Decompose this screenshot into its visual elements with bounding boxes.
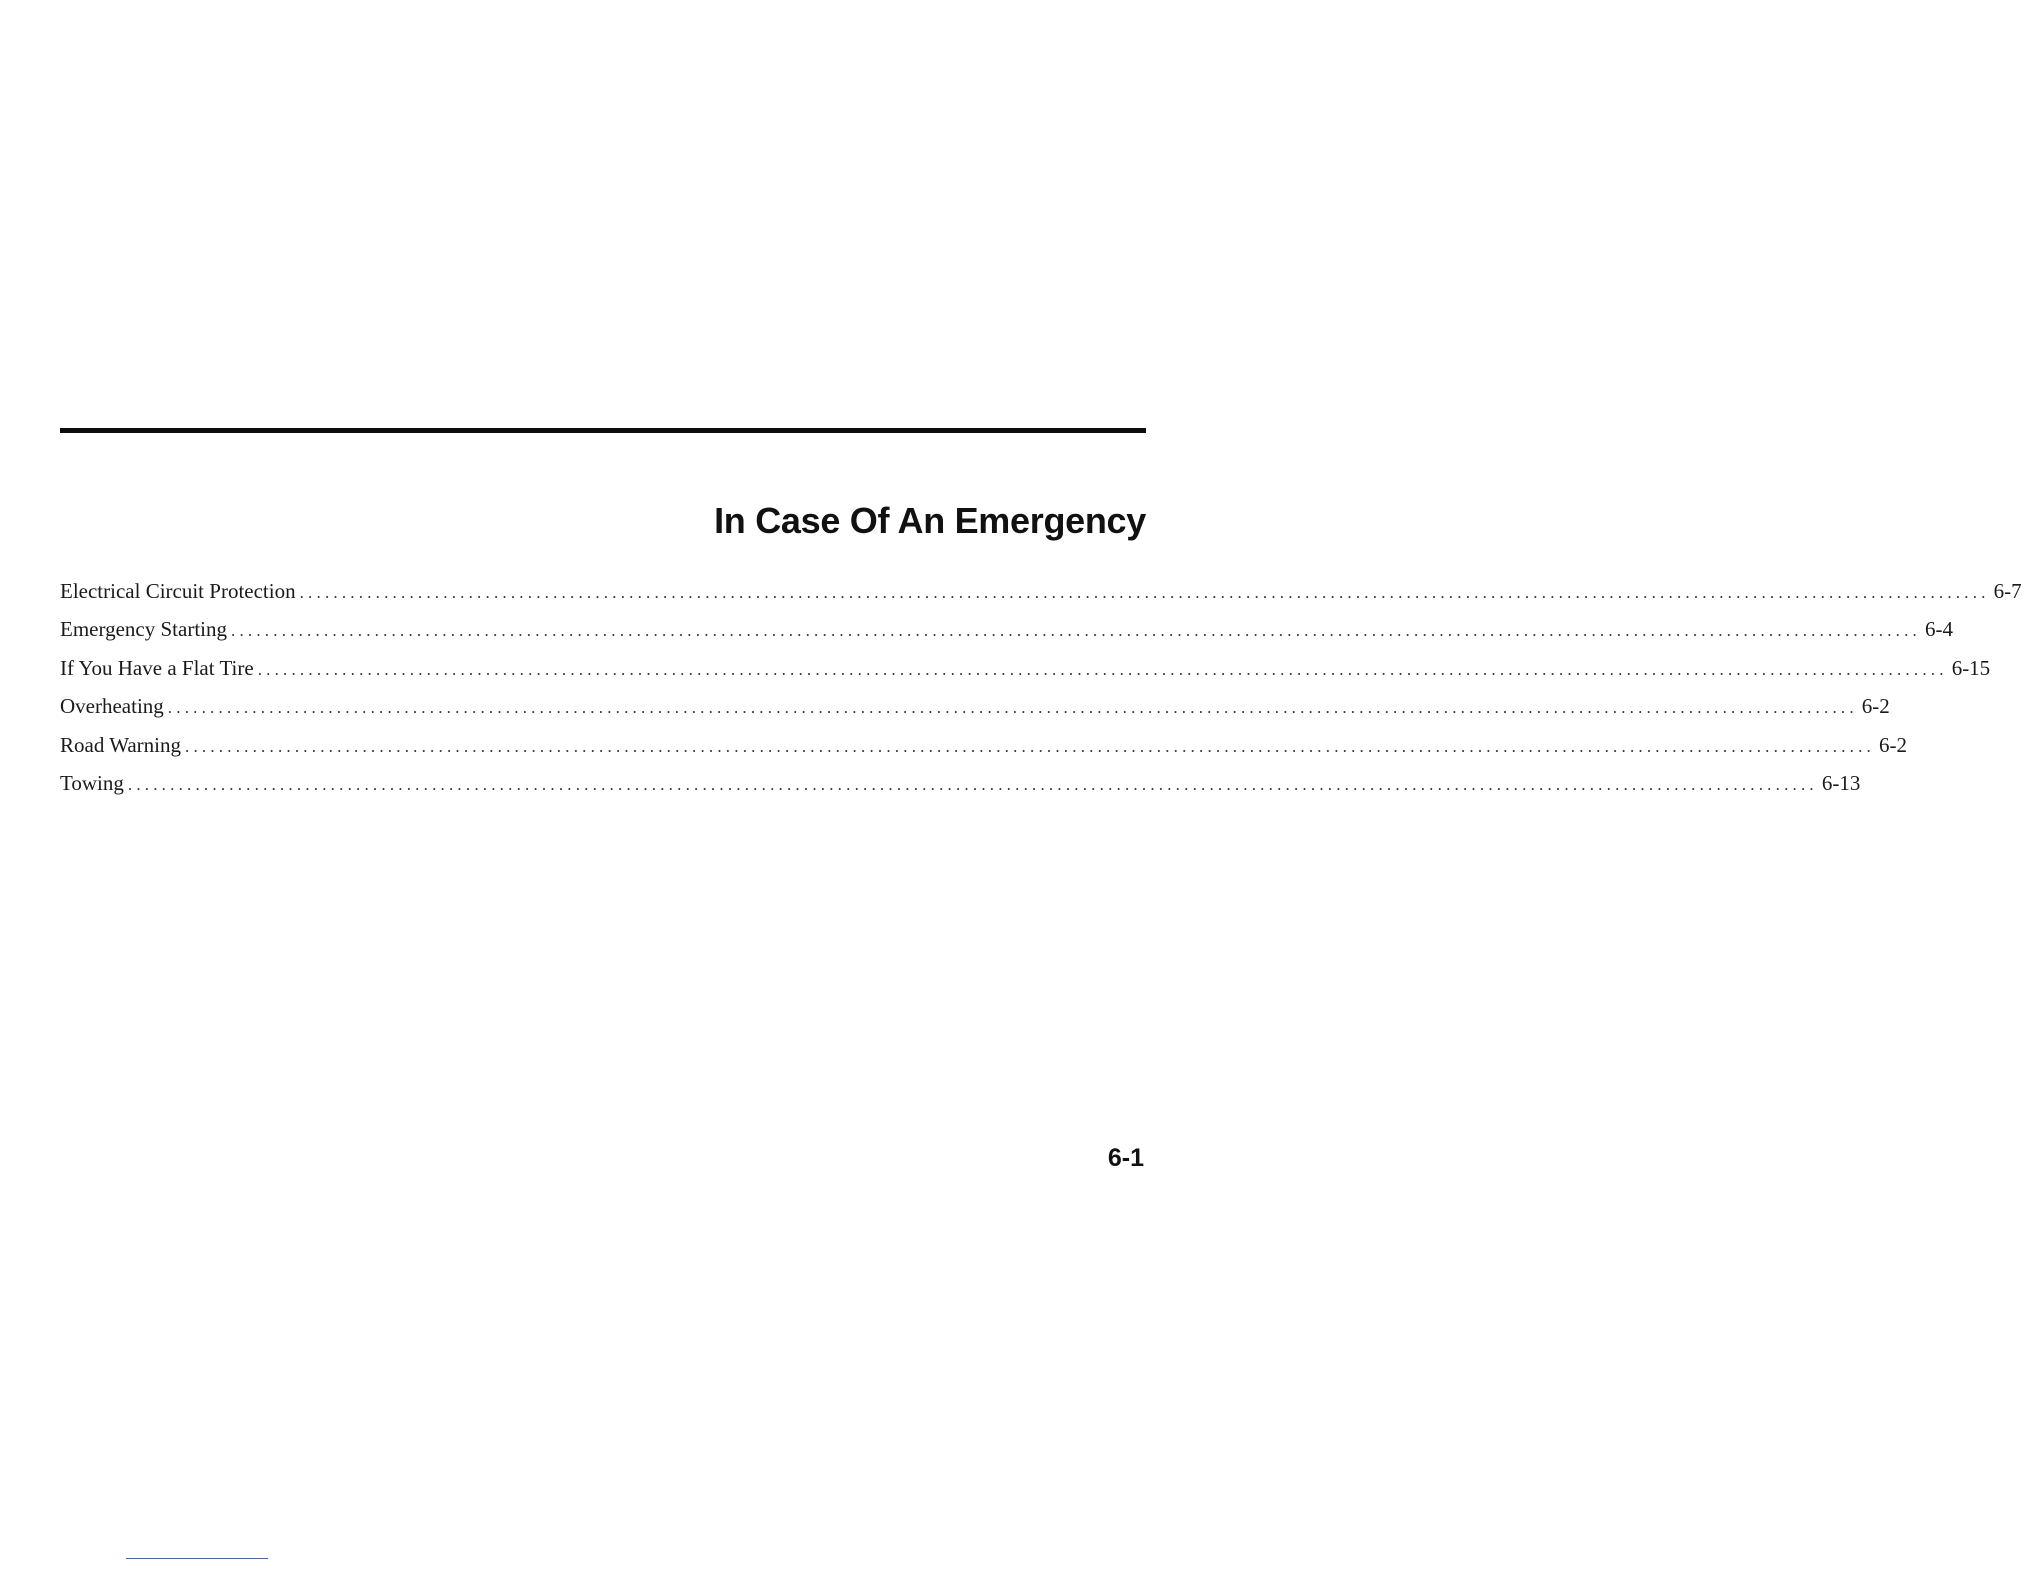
toc-item-page: 6-7 [1993, 579, 2022, 603]
footer-link-underline [126, 1558, 268, 1559]
toc-item-towing[interactable] [60, 764, 1861, 802]
toc-item-road-warning[interactable] [60, 726, 1907, 764]
toc-item-label: Emergency Starting [60, 617, 227, 642]
page-number: 6-1 [1107, 1144, 1144, 1172]
toc-item-page: 6-2 [1861, 694, 1890, 719]
toc-item-page: 6-15 [1951, 655, 1991, 680]
toc-dot-leader: ........................................................................................................................................................................................................ [127, 774, 1818, 794]
toc-dot-leader: ........................................................................................................................................................................................................ [185, 736, 1875, 756]
toc-item-label: Towing [60, 770, 124, 795]
toc-dot-leader: ........................................................................................................................................................................................................ [167, 698, 1858, 718]
toc-item-page: 6-2 [1879, 732, 1907, 757]
toc-item-label: Electrical Circuit Protection [60, 579, 296, 603]
section-divider-rule [60, 428, 1146, 433]
toc-item-overheating[interactable] [60, 687, 1890, 725]
table-of-contents [60, 572, 2022, 802]
toc-item-label: Road Warning [60, 732, 181, 757]
toc-item-page: 6-13 [1821, 770, 1861, 795]
toc-item-page: 6-4 [1925, 617, 1953, 642]
toc-item-flat-tire[interactable] [60, 649, 1991, 687]
toc-item-electrical-circuit-protection[interactable] [60, 572, 2022, 610]
toc-item-label: If You Have a Flat Tire [60, 655, 254, 680]
toc-dot-leader: ........................................................................................................................................................................................................ [231, 621, 1921, 641]
toc-item-label: Overheating [60, 694, 164, 719]
toc-dot-leader: ........................................................................................................................................................................................................ [299, 583, 1990, 602]
toc-dot-leader: ........................................................................................................................................................................................................ [257, 659, 1948, 679]
chapter-title: In Case Of An Emergency [714, 500, 1146, 541]
toc-item-emergency-starting[interactable] [60, 610, 1953, 648]
